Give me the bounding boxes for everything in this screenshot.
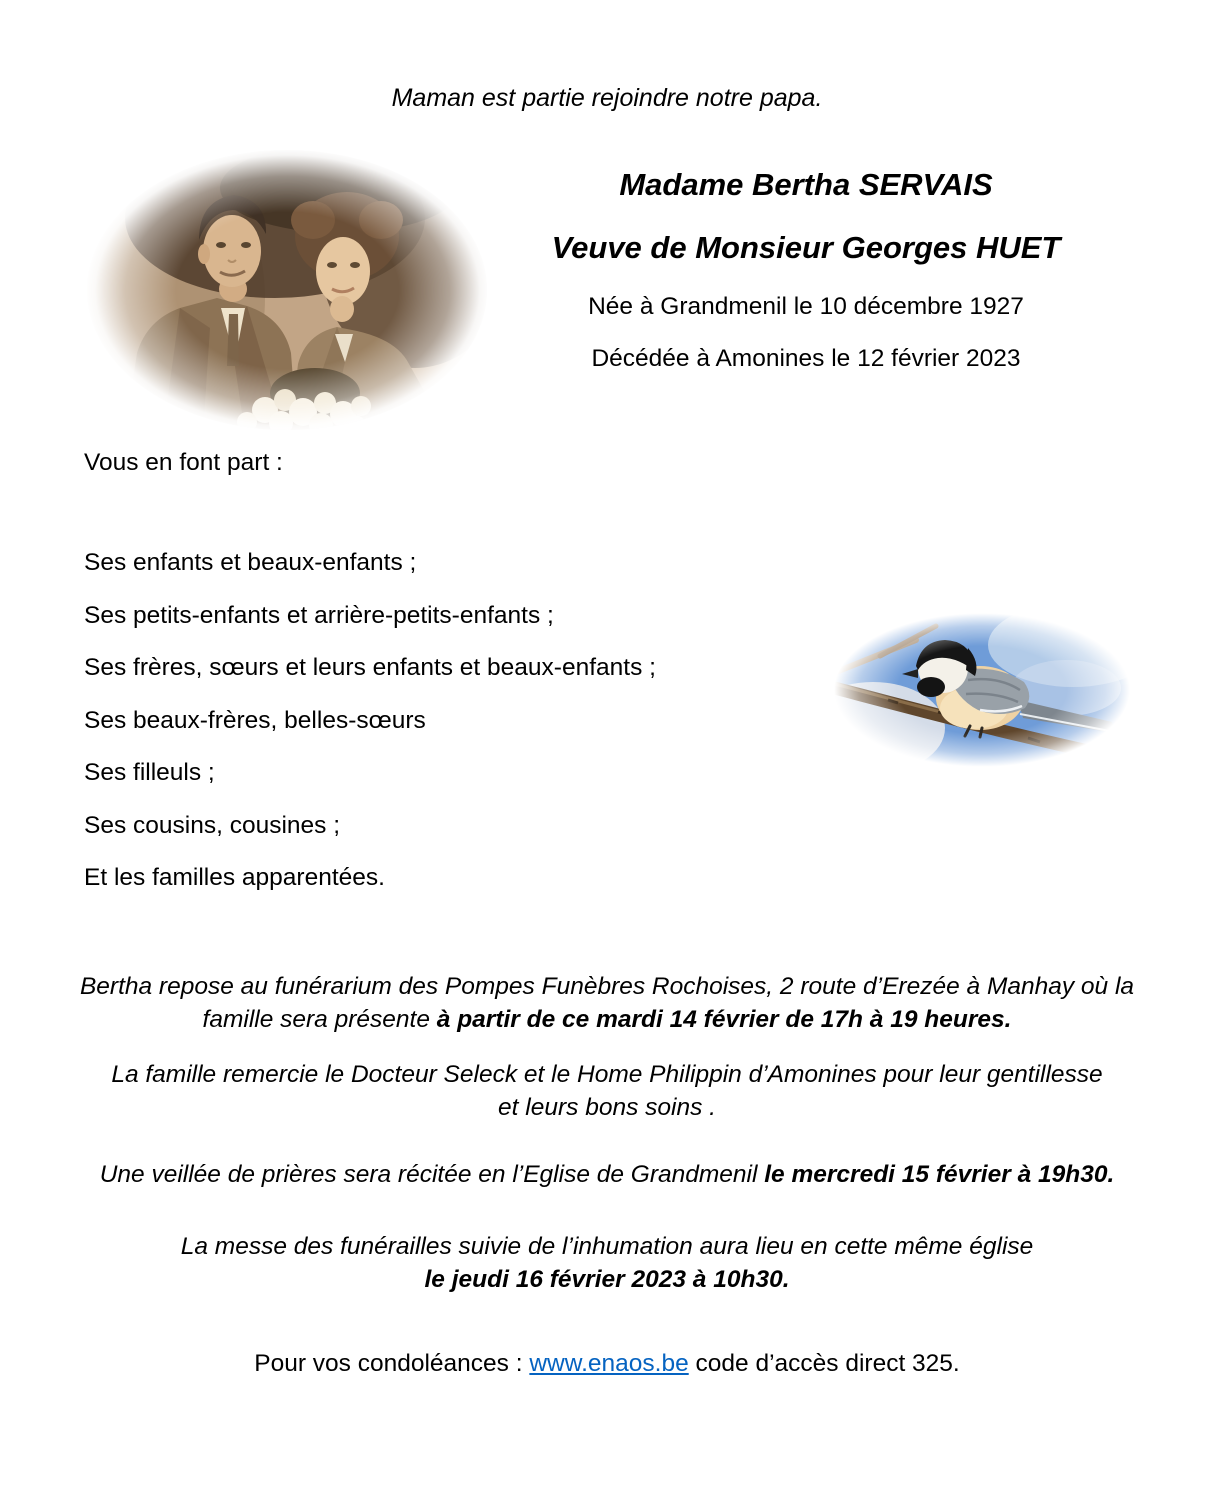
death-line: Décédée à Amonines le 12 février 2023 bbox=[591, 345, 1021, 372]
condolences-suffix: code d’accès direct 325. bbox=[688, 1350, 960, 1377]
thanks-line-2: et leurs bons soins . bbox=[498, 1094, 716, 1121]
list-item: Ses filleuls ; bbox=[84, 759, 215, 786]
couple-photo bbox=[85, 148, 490, 433]
wake-line-1: Bertha repose au funérarium des Pompes Funèbres Rochoises, 2 route d’Erezée à Manhay où la bbox=[79, 973, 1135, 1000]
vigil-line bbox=[77, 1158, 1137, 1191]
vigil-bold: le mercredi 15 février à 19h30. bbox=[764, 1161, 1115, 1188]
list-item: Ses enfants et beaux-enfants ; bbox=[84, 549, 417, 576]
list-item: Et les familles apparentées. bbox=[84, 864, 385, 891]
intro-line: Maman est partie rejoindre notre papa. bbox=[391, 84, 823, 112]
condolences-prefix: Pour vos condoléances : bbox=[254, 1350, 530, 1377]
enaos-link[interactable]: www.enaos.be bbox=[529, 1350, 689, 1377]
vigil-paragraph bbox=[77, 1158, 1137, 1191]
deceased-name: Madame Bertha SERVAIS bbox=[619, 167, 993, 202]
funeral-mass-paragraph bbox=[77, 1230, 1137, 1296]
family-list bbox=[84, 551, 656, 919]
wake-line-2 bbox=[77, 1003, 1137, 1036]
wake-line-2-bold: à partir de ce mardi 14 février de 17h à 19 heures. bbox=[436, 1006, 1012, 1033]
mass-line-1: La messe des funérailles suivie de l’inhumation aura lieu en cette même église bbox=[180, 1233, 1034, 1260]
vigil-normal: Une veillée de prières sera récitée en l’Eglise de Grandmenil bbox=[99, 1161, 765, 1188]
wake-line-2-normal: famille sera présente bbox=[202, 1006, 437, 1033]
thanks-paragraph bbox=[77, 1058, 1137, 1124]
list-item: Ses beaux-frères, belles-sœurs bbox=[84, 706, 426, 734]
mass-line-2: le jeudi 16 février 2023 à 10h30. bbox=[424, 1266, 790, 1293]
announcement-label: Vous en font part : bbox=[84, 449, 283, 476]
chickadee-photo bbox=[828, 610, 1136, 770]
deceased-subtitle: Veuve de Monsieur Georges HUET bbox=[551, 230, 1061, 265]
list-item: Ses cousins, cousines ; bbox=[84, 811, 341, 839]
condolences-line bbox=[77, 1350, 1137, 1378]
list-item: Ses frères, sœurs et leurs enfants et beaux-enfants ; bbox=[84, 654, 656, 681]
birth-line: Née à Grandmenil le 10 décembre 1927 bbox=[588, 293, 1024, 320]
list-item: Ses petits-enfants et arrière-petits-enfants ; bbox=[84, 601, 554, 629]
wake-paragraph bbox=[77, 970, 1137, 1036]
thanks-line-1: La famille remercie le Docteur Seleck et le Home Philippin d’Amonines pour leur gentillesse bbox=[111, 1061, 1103, 1088]
